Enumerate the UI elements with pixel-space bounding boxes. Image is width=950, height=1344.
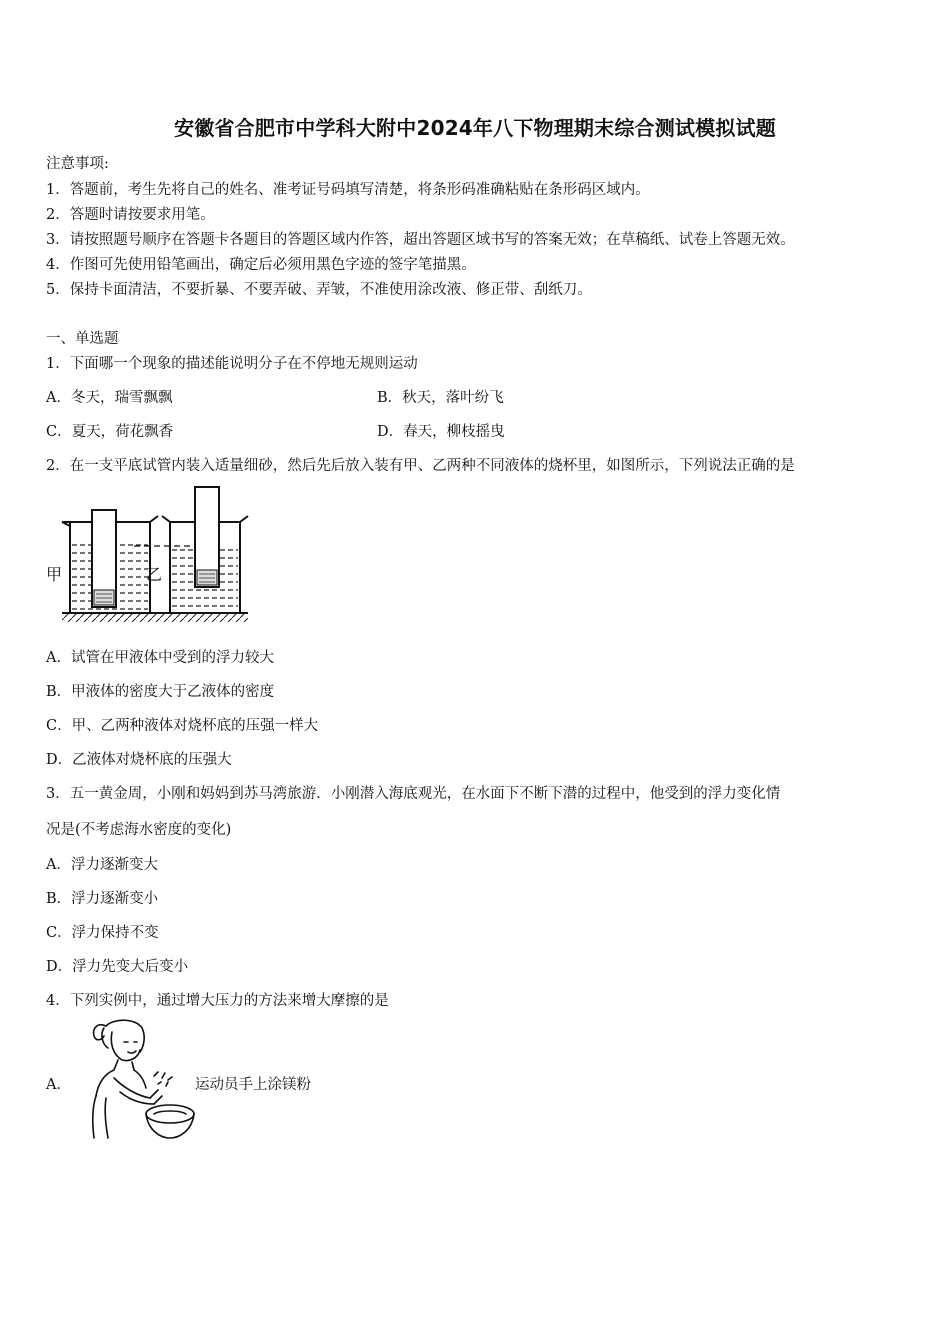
notice-item: 3．请按照题号顺序在答题卡各题目的答题区域内作答，超出答题区域书写的答案无效；在草稿纸、试卷上答题无效。 xyxy=(46,232,795,248)
figure-label-yi: 乙 xyxy=(146,565,163,584)
beaker-figure xyxy=(40,482,260,632)
option-a-caption: 运动员手上涂镁粉 xyxy=(195,1077,311,1093)
option-c: C．夏天，荷花飘香 xyxy=(46,424,174,440)
athlete-chalk-illustration xyxy=(84,1018,194,1140)
question-stem: 1．下面哪一个现象的描述能说明分子在不停地无规则运动 xyxy=(46,356,418,372)
option-d: D．乙液体对烧杯底的压强大 xyxy=(46,752,232,768)
question-stem-cont: 况是(不考虑海水密度的变化) xyxy=(46,822,232,838)
question-stem: 3．五一黄金周，小刚和妈妈到苏马湾旅游．小刚潜入海底观光，在水面下不断下潜的过程中，他受到的浮力变化情 xyxy=(46,786,781,802)
option-b: B．浮力逐渐变小 xyxy=(46,891,159,907)
question-stem: 4．下列实例中，通过增大压力的方法来增大摩擦的是 xyxy=(46,993,389,1009)
page-title: 安徽省合肥市中学科大附中2024年八下物理期末综合测试模拟试题 xyxy=(174,116,776,140)
option-a: A．冬天，瑞雪飘飘 xyxy=(46,390,173,406)
option-b: B．秋天，落叶纷飞 xyxy=(377,390,504,406)
option-a: A．浮力逐渐变大 xyxy=(46,857,158,873)
option-c: C．浮力保持不变 xyxy=(46,925,159,941)
option-a: A．试管在甲液体中受到的浮力较大 xyxy=(46,650,274,666)
option-d: D．春天，柳枝摇曳 xyxy=(377,424,505,440)
notice-item: 2．答题时请按要求用笔。 xyxy=(46,207,215,223)
notice-item: 4．作图可先使用铅笔画出，确定后必须用黑色字迹的签字笔描黑。 xyxy=(46,257,476,273)
notice-item: 5．保持卡面清洁，不要折暴、不要弄破、弄皱，不准使用涂改液、修正带、刮纸刀。 xyxy=(46,282,592,298)
option-a: A． xyxy=(46,1077,71,1093)
figure-label-jia: 甲 xyxy=(46,565,63,584)
question-stem: 2．在一支平底试管内装入适量细砂，然后先后放入装有甲、乙两种不同液体的烧杯里，如图所示，下列说法正确的是 xyxy=(46,458,795,474)
notice-heading: 注意事项: xyxy=(46,156,109,172)
option-d: D．浮力先变大后变小 xyxy=(46,959,189,975)
notice-item: 1．答题前，考生先将自己的姓名、准考证号码填写清楚，将条形码准确粘贴在条形码区域内。 xyxy=(46,182,650,198)
section-heading: 一、单选题 xyxy=(46,331,119,347)
option-b: B．甲液体的密度大于乙液体的密度 xyxy=(46,684,275,700)
option-c: C．甲、乙两种液体对烧杯底的压强一样大 xyxy=(46,718,319,734)
